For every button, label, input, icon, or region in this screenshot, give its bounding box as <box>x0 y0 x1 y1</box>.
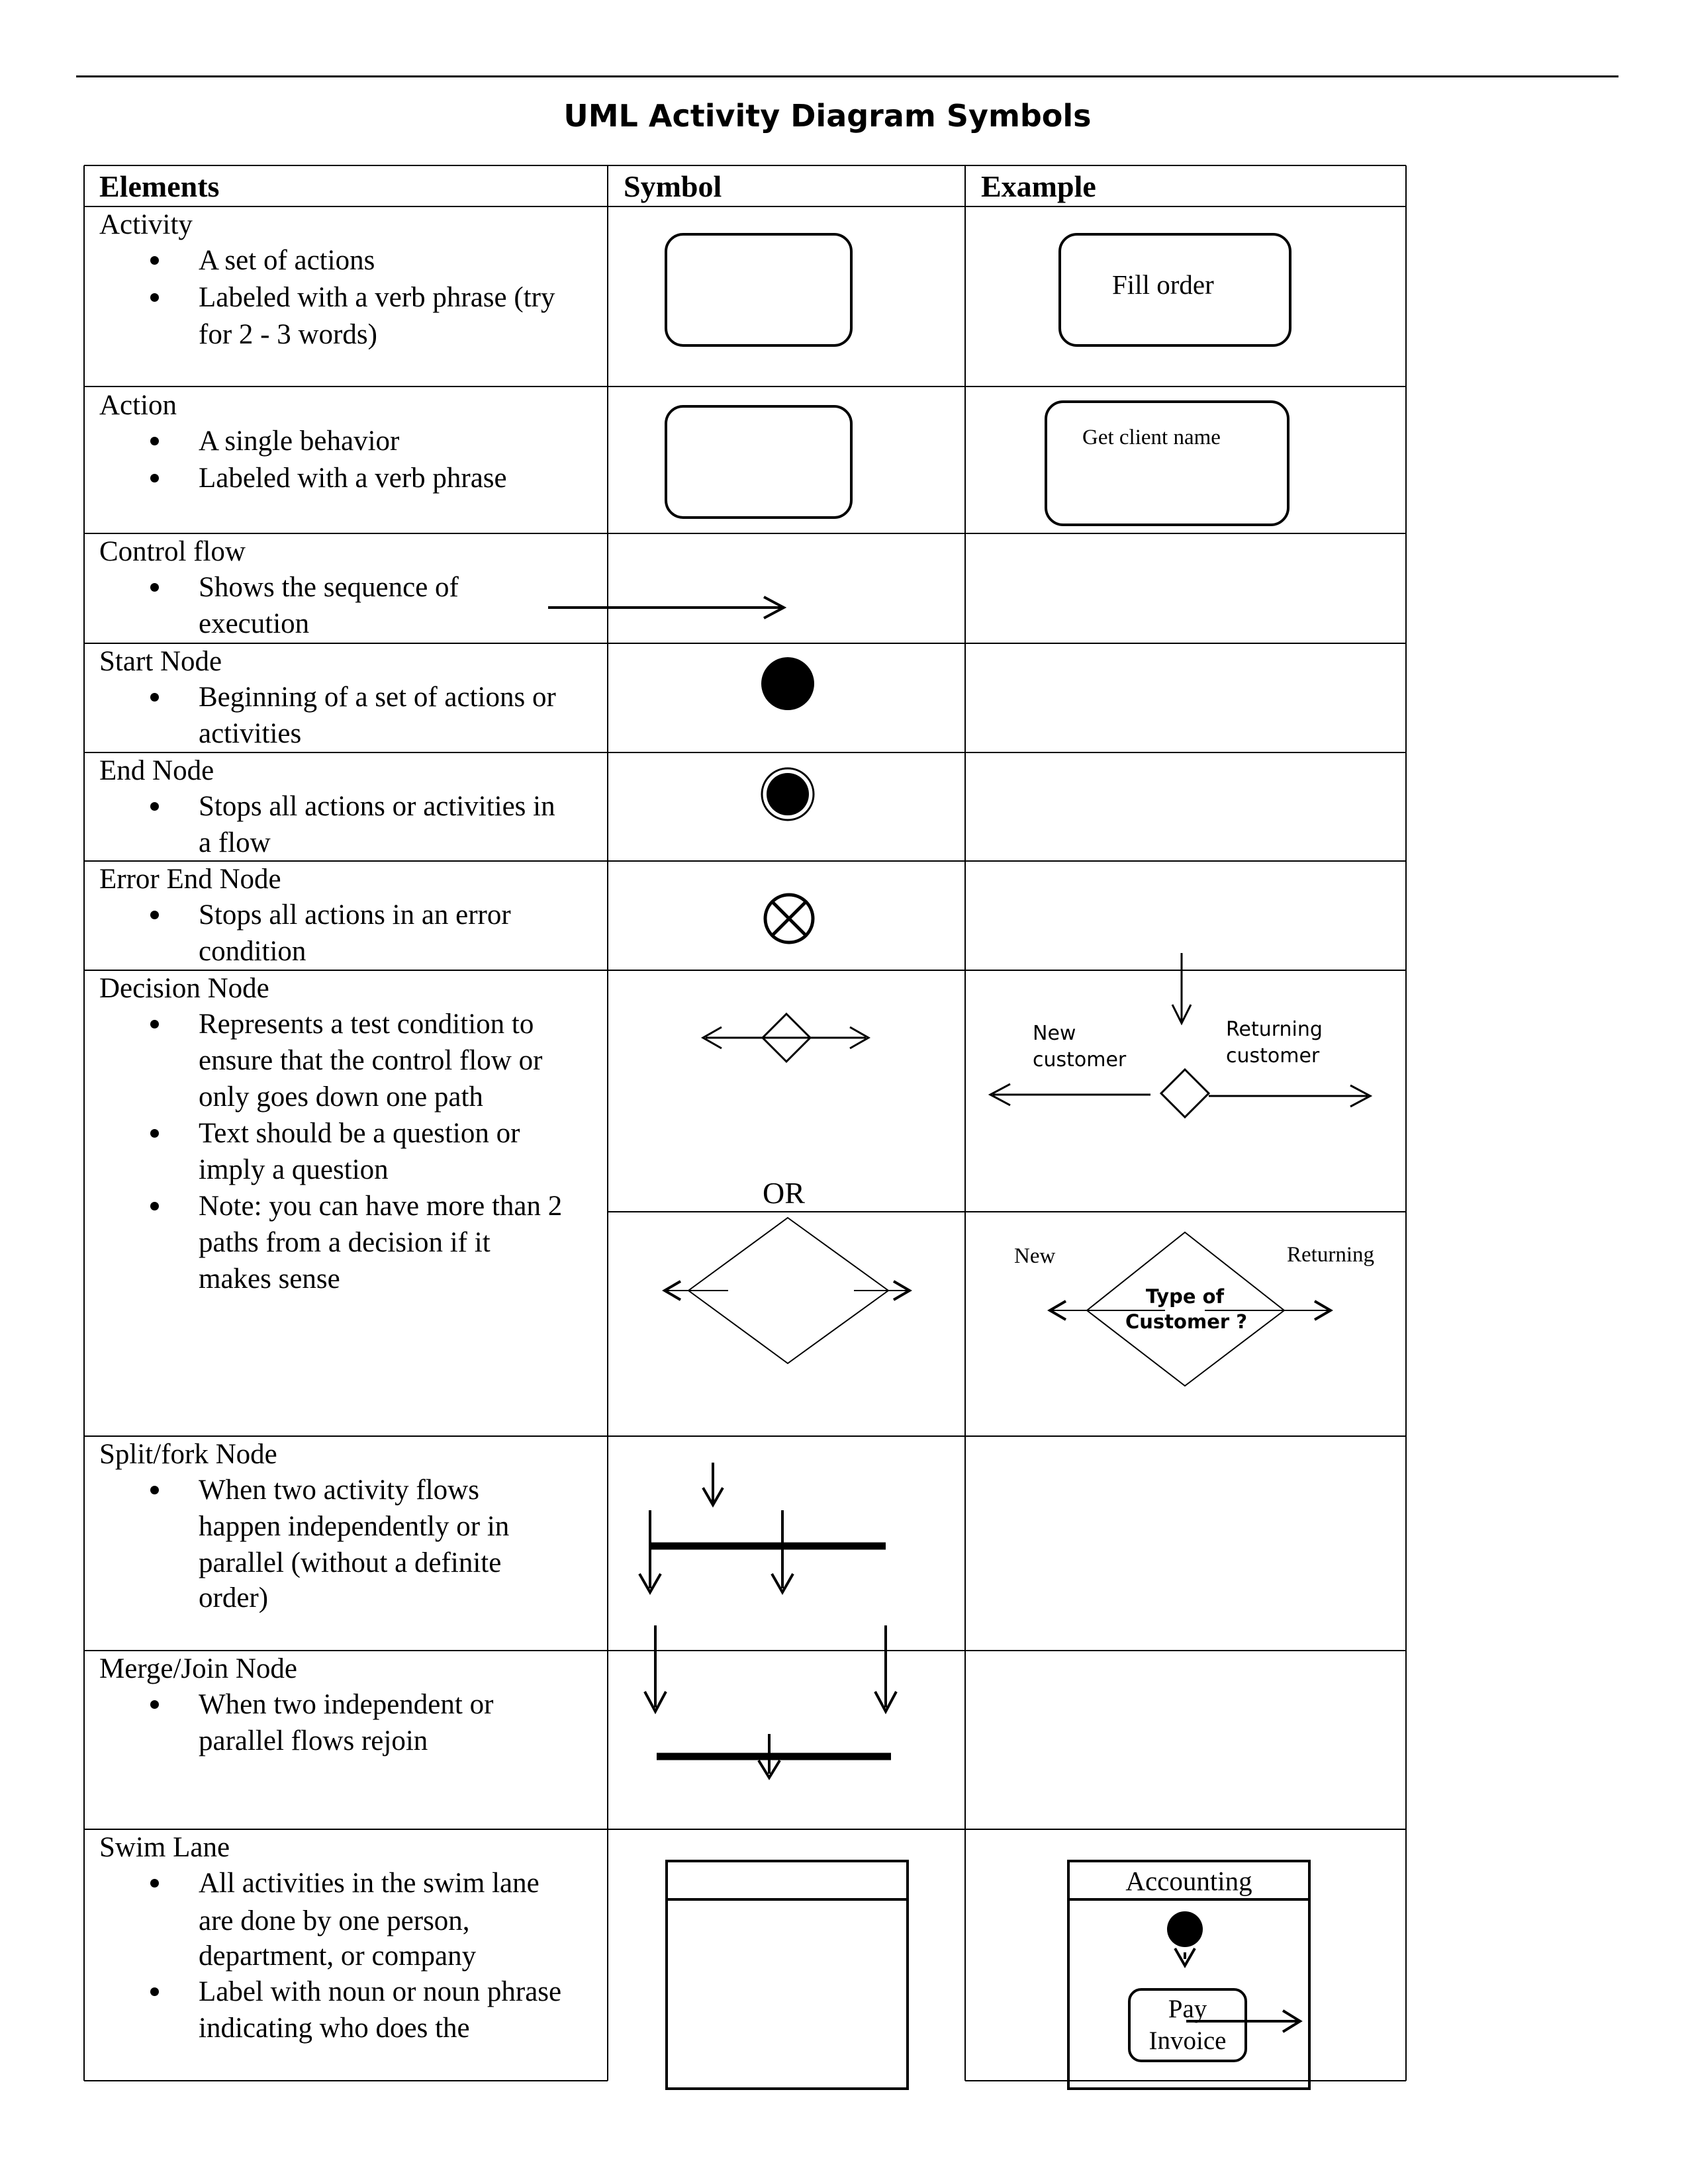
swimlane-action-label: Pay Invoice <box>1149 1995 1227 2055</box>
header-symbol: Symbol <box>624 169 722 203</box>
element-bullet-continued: condition <box>199 936 306 967</box>
element-bullet-continued: a flow <box>199 827 271 858</box>
error-end-node-icon <box>765 895 813 942</box>
control-flow-arrow-icon <box>548 597 784 618</box>
element-bullet-continued: happen independently or in <box>199 1511 510 1542</box>
element-bullet-continued: for 2 - 3 words) <box>199 319 377 350</box>
action-symbol <box>666 406 851 518</box>
element-name: Merge/Join Node <box>99 1653 297 1684</box>
element-bullet: When two activity flows <box>199 1475 479 1506</box>
element-bullet-continued: ensure that the control flow or <box>199 1045 543 1076</box>
element-bullet: Represents a test condition to <box>199 1009 534 1040</box>
element-name: Control flow <box>99 536 246 567</box>
element-name: Action <box>99 390 177 421</box>
action-example-box <box>1046 402 1288 525</box>
element-bullet: All activities in the swim lane <box>199 1868 539 1899</box>
element-bullet: Beginning of a set of actions or <box>199 682 556 713</box>
element-bullet: A single behavior <box>199 426 400 457</box>
element-bullet: When two independent or <box>199 1689 494 1720</box>
element-name: Start Node <box>99 646 222 677</box>
join-symbol <box>645 1625 896 1778</box>
swimlane-start-node-icon <box>1167 1911 1203 1947</box>
element-bullet: Stops all actions or activities in <box>199 791 555 822</box>
decision2-returning-label: Returning <box>1287 1243 1374 1267</box>
end-node-inner-icon <box>767 773 809 815</box>
swimlane-symbol <box>667 1861 908 2089</box>
decision-returning-label: Returning customer <box>1226 1018 1323 1068</box>
header-elements: Elements <box>99 169 220 203</box>
element-bullet-continued: parallel (without a definite <box>199 1547 502 1578</box>
header-example: Example <box>981 169 1096 203</box>
element-bullet-continued: only goes down one path <box>199 1081 483 1113</box>
element-name: Split/fork Node <box>99 1439 277 1470</box>
element-name: Error End Node <box>99 864 281 895</box>
element-bullet: Shows the sequence of <box>199 572 459 603</box>
element-bullet-continued: makes sense <box>199 1263 340 1295</box>
element-bullet-continued: are done by one person, <box>199 1905 470 1936</box>
decision-new-label: New customer <box>1033 1022 1127 1071</box>
decision-or-label: OR <box>763 1176 805 1210</box>
decision2-new-label: New <box>1014 1244 1056 1268</box>
start-node-icon <box>761 657 814 710</box>
element-bullet-continued: order) <box>199 1582 269 1614</box>
swimlane-label: Accounting <box>1125 1866 1252 1896</box>
activity-symbol <box>666 234 851 345</box>
element-bullet: Labeled with a verb phrase <box>199 463 507 494</box>
element-bullet-continued: indicating who does the <box>199 2013 470 2044</box>
element-bullet-continued: parallel flows rejoin <box>199 1725 428 1756</box>
fork-symbol <box>639 1463 886 1592</box>
element-bullet: Labeled with a verb phrase (try <box>199 282 555 313</box>
element-bullet: A set of actions <box>199 245 375 276</box>
element-name: End Node <box>99 755 214 786</box>
element-bullet-continued: paths from a decision if it <box>199 1227 491 1258</box>
element-name: Swim Lane <box>99 1832 230 1863</box>
element-bullet: Note: you can have more than 2 <box>199 1191 563 1222</box>
element-name: Decision Node <box>99 973 269 1004</box>
decision-symbol-large <box>667 1218 908 1363</box>
element-bullet: Stops all actions in an error <box>199 899 511 931</box>
page-title: UML Activity Diagram Symbols <box>563 98 1092 134</box>
element-bullet-continued: execution <box>199 608 310 639</box>
element-bullet-continued: activities <box>199 718 302 749</box>
decision2-question-label: Type of Customer ? <box>1125 1285 1248 1333</box>
decision-symbol-small <box>703 1014 868 1062</box>
element-bullet-continued: department, or company <box>199 1940 477 1972</box>
activity-example-label: Fill order <box>1112 269 1214 300</box>
action-example-label: Get client name <box>1082 426 1221 449</box>
element-name: Activity <box>99 209 193 240</box>
element-bullet: Text should be a question or <box>199 1118 520 1149</box>
element-bullet-continued: imply a question <box>199 1154 389 1185</box>
element-bullet: Label with noun or noun phrase <box>199 1976 562 2007</box>
